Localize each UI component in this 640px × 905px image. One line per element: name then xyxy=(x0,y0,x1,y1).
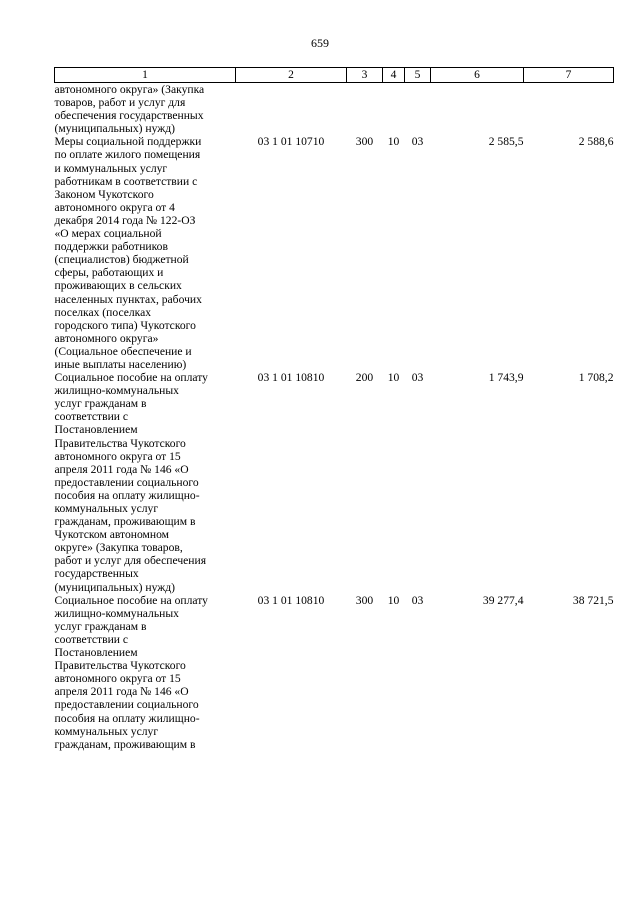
description-line: округе» (Закупка товаров, xyxy=(54,541,183,555)
description-line: населенных пунктах, рабочих xyxy=(54,292,202,306)
description-line: услуг гражданам в xyxy=(54,397,147,411)
row-value-6: 2 585,5 xyxy=(488,135,524,149)
row-col4: 10 xyxy=(387,593,400,607)
description-line: городского типа) Чукотского xyxy=(54,318,196,332)
row-description xyxy=(55,83,236,136)
page-number: 659 xyxy=(311,36,329,50)
description-line: коммунальных услуг xyxy=(54,502,159,515)
description-line: государственных xyxy=(54,567,139,581)
description-line: Постановлением xyxy=(54,646,138,660)
row-col3 xyxy=(347,83,383,136)
table-row xyxy=(55,594,614,751)
row-col4: 10 xyxy=(387,135,400,149)
row-value-7: 2 588,6 xyxy=(578,135,614,149)
description-line: пособия на оплату жилищно- xyxy=(54,488,200,502)
column-header-4: 4 xyxy=(383,68,405,83)
row-code xyxy=(236,83,347,136)
column-header-7: 7 xyxy=(524,68,614,83)
row-value-6: 1 743,9 xyxy=(488,371,524,385)
description-line: Правительства Чукотского xyxy=(54,659,186,673)
row-value-6: 39 277,4 xyxy=(482,593,524,607)
description-line: (муниципальных) нужд) xyxy=(54,580,176,594)
description-line: обеспечения государственных xyxy=(54,109,204,123)
description-line: автономного округа от 15 xyxy=(54,672,181,686)
description-line: товаров, работ и услуг для xyxy=(54,96,186,110)
description-line: пособия на оплату жилищно- xyxy=(54,711,200,725)
column-header-1: 1 xyxy=(55,68,236,83)
row-description xyxy=(55,594,236,751)
description-line: жилищно-коммунальных xyxy=(54,606,179,620)
row-col5: 03 xyxy=(411,593,424,607)
description-line: предоставлении социального xyxy=(54,475,199,489)
description-line: жилищно-коммунальных xyxy=(54,384,179,398)
description-line: автономного округа от 4 xyxy=(54,200,175,214)
row-code: 03 1 01 10810 xyxy=(257,371,325,385)
description-line: (специалистов) бюджетной xyxy=(54,253,189,267)
description-line: соответствии с xyxy=(54,410,129,424)
description-line: поселках (поселках xyxy=(54,305,152,319)
row-value-7 xyxy=(524,83,614,136)
description-line: Социальное пособие на оплату xyxy=(54,371,208,385)
description-line: коммунальных услуг xyxy=(54,724,159,738)
description-line: поддержки работников xyxy=(54,240,168,254)
description-line: проживающих в сельских xyxy=(54,279,182,293)
description-line: Социальное пособие на оплату xyxy=(54,593,208,607)
description-line: апреля 2011 года № 146 «О xyxy=(54,462,189,476)
description-line: и коммунальных услуг xyxy=(54,161,168,175)
row-description xyxy=(55,135,236,371)
description-line: Законом Чукотского xyxy=(54,187,154,201)
description-line: работ и услуг для обеспечения xyxy=(54,554,207,568)
row-description xyxy=(55,371,236,594)
description-line: Постановлением xyxy=(54,423,138,437)
description-line: Меры социальной поддержки xyxy=(54,135,202,149)
description-line: апреля 2011 года № 146 «О xyxy=(54,685,189,699)
table-row xyxy=(55,83,614,136)
description-line: Правительства Чукотского xyxy=(54,436,186,450)
description-line: соответствии с xyxy=(54,632,129,646)
description-line: по оплате жилого помещения xyxy=(54,148,201,162)
description-line: автономного округа» (Закупка xyxy=(54,83,205,96)
row-value-6 xyxy=(431,83,524,136)
description-line: автономного округа» xyxy=(54,331,159,345)
description-line: услуг гражданам в xyxy=(54,619,147,633)
row-code: 03 1 01 10710 xyxy=(257,135,325,149)
row-col5 xyxy=(405,83,431,136)
row-value-7: 38 721,5 xyxy=(572,593,614,607)
description-line: (муниципальных) нужд) xyxy=(54,122,176,136)
column-header-2: 2 xyxy=(236,68,347,83)
description-line: Чукотском автономном xyxy=(54,528,170,542)
table-row xyxy=(55,371,614,594)
description-line: работникам в соответствии с xyxy=(54,174,198,188)
description-line: декабря 2014 года № 122-ОЗ xyxy=(54,213,196,227)
row-col3: 300 xyxy=(355,135,374,149)
description-line: иные выплаты населению) xyxy=(54,357,187,371)
row-code: 03 1 01 10810 xyxy=(257,593,325,607)
table-row xyxy=(55,135,614,371)
row-col3: 200 xyxy=(355,371,374,385)
column-header-5: 5 xyxy=(405,68,431,83)
description-line: сферы, работающих и xyxy=(54,266,164,280)
row-col4: 10 xyxy=(387,371,400,385)
row-col5: 03 xyxy=(411,371,424,385)
description-line: «О мерах социальной xyxy=(54,227,162,241)
description-line: предоставлении социального xyxy=(54,698,199,712)
description-line: гражданам, проживающим в xyxy=(54,515,196,529)
description-line: гражданам, проживающим в xyxy=(54,737,196,751)
row-col3: 300 xyxy=(355,593,374,607)
column-header-6: 6 xyxy=(431,68,524,83)
budget-table xyxy=(54,67,614,751)
row-col4 xyxy=(383,83,405,136)
header-row xyxy=(55,68,614,83)
table-body xyxy=(55,83,614,751)
row-col5: 03 xyxy=(411,135,424,149)
description-line: автономного округа от 15 xyxy=(54,449,181,463)
description-line: (Социальное обеспечение и xyxy=(54,344,192,358)
row-value-7: 1 708,2 xyxy=(578,371,614,385)
column-header-3: 3 xyxy=(347,68,383,83)
